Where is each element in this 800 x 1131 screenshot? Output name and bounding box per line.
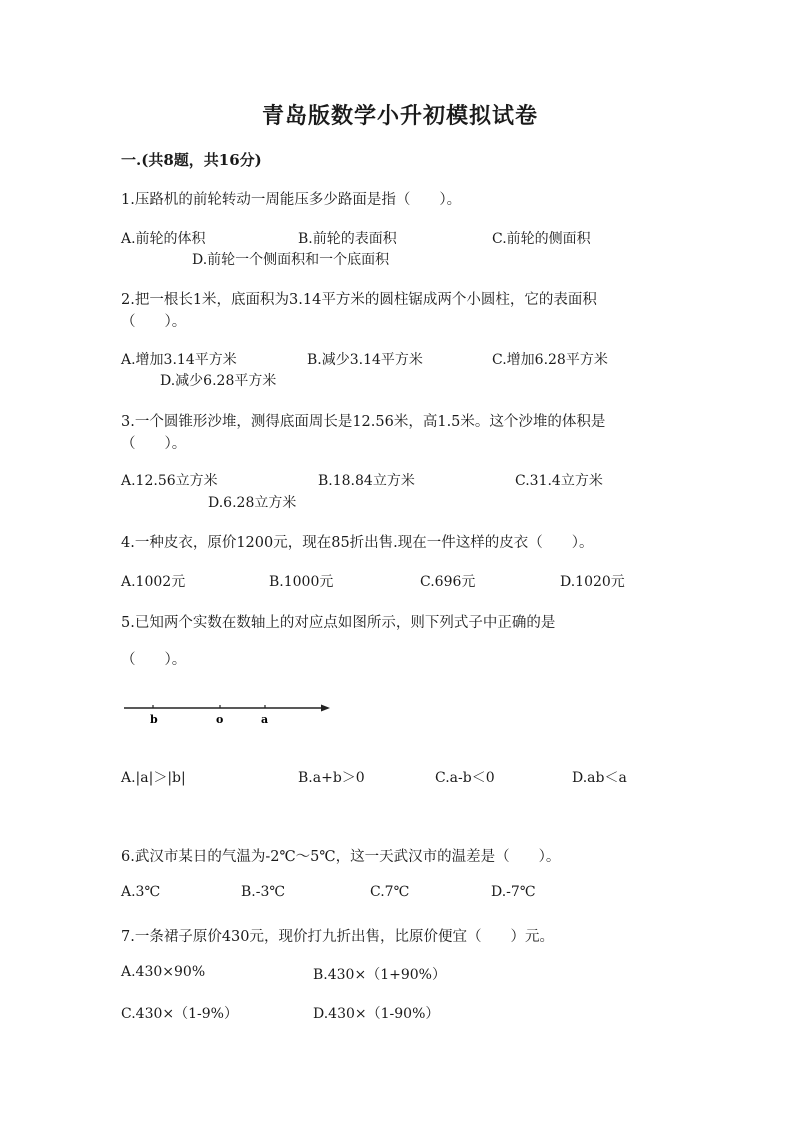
number-line-svg [120, 696, 335, 726]
page-title: 青岛版数学小升初模拟试卷 [261, 103, 538, 129]
question-2-stem-cont: （ ）。 [121, 314, 187, 330]
q7-option-c: C.430×（1-9%） [121, 1006, 238, 1022]
q1-option-c: C.前轮的侧面积 [492, 231, 591, 247]
question-7-stem: 7.一条裙子原价430元，现价打九折出售，比原价便宜（ ）元。 [121, 929, 555, 945]
q3-option-d: D.6.28立方米 [208, 495, 297, 511]
q3-option-b: B.18.84立方米 [318, 473, 415, 489]
q5-option-b: B.a+b＞0 [298, 770, 365, 786]
question-6-stem: 6.武汉市某日的气温为-2℃～5℃，这一天武汉市的温差是（ ）。 [121, 849, 561, 865]
q6-option-b: B.-3℃ [241, 884, 286, 900]
q5-option-c: C.a-b＜0 [435, 770, 495, 786]
label-o: o [216, 713, 224, 726]
q3-option-c: C.31.4立方米 [515, 473, 603, 489]
q4-option-c: C.696元 [420, 574, 476, 590]
q7-option-a: A.430×90% [121, 964, 206, 980]
q2-option-d: D.减少6.28平方米 [160, 373, 277, 389]
q4-option-b: B.1000元 [269, 574, 334, 590]
section-heading: 一.(共8题，共16分) [121, 151, 262, 169]
number-line-arrow [321, 705, 330, 712]
q4-option-a: A.1002元 [121, 574, 186, 590]
q3-option-a: A.12.56立方米 [121, 473, 218, 489]
q1-option-b: B.前轮的表面积 [298, 231, 397, 247]
q2-option-a: A.增加3.14平方米 [121, 352, 237, 368]
number-line-figure [120, 696, 335, 726]
question-5-stem-cont: （ ）。 [121, 652, 187, 668]
question-5-stem: 5.已知两个实数在数轴上的对应点如图所示，则下列式子中正确的是 [121, 615, 556, 631]
question-3-stem-cont: （ ）。 [121, 436, 187, 452]
q4-option-d: D.1020元 [560, 574, 625, 590]
question-2-stem: 2.把一根长1米，底面积为3.14平方米的圆柱锯成两个小圆柱，它的表面积 [121, 292, 597, 308]
question-3-stem: 3.一个圆锥形沙堆，测得底面周长是12.56米，高1.5米。这个沙堆的体积是 [121, 414, 606, 430]
question-1-stem: 1.压路机的前轮转动一周能压多少路面是指（ ）。 [121, 192, 462, 208]
q6-option-c: C.7℃ [370, 884, 410, 900]
q1-option-d: D.前轮一个侧面积和一个底面积 [192, 252, 390, 268]
q7-option-d: D.430×（1-90%） [313, 1006, 440, 1022]
q5-option-a: A.|a|＞|b| [121, 770, 186, 786]
q2-option-b: B.减少3.14平方米 [307, 352, 423, 368]
label-a: a [261, 713, 269, 726]
q6-option-d: D.-7℃ [491, 884, 536, 900]
question-4-stem: 4.一种皮衣，原价1200元，现在85折出售.现在一件这样的皮衣（ ）。 [121, 535, 594, 551]
q6-option-a: A.3℃ [121, 884, 161, 900]
q7-option-b: B.430×（1+90%） [313, 967, 446, 983]
label-b: b [150, 713, 158, 726]
q5-option-d: D.ab＜a [572, 770, 627, 786]
q1-option-a: A.前轮的体积 [121, 231, 206, 247]
q2-option-c: C.增加6.28平方米 [492, 352, 608, 368]
